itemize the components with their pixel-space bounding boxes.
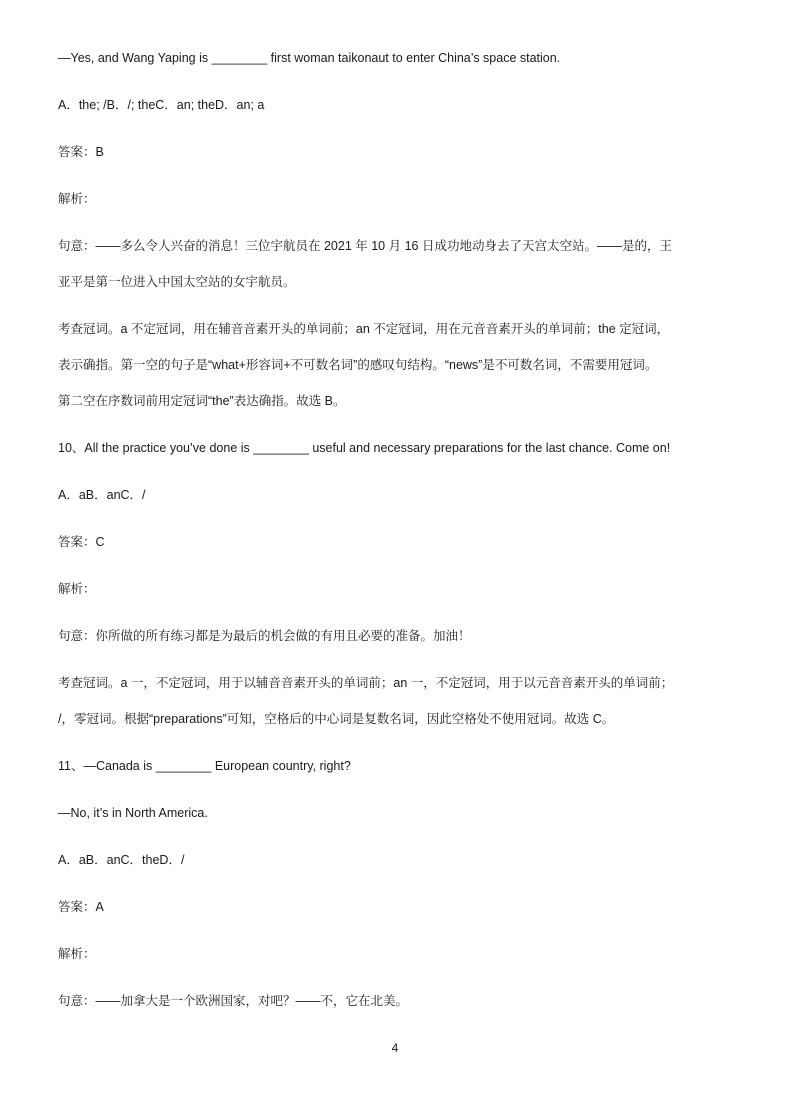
analysis-text: 考查冠词。a 不定冠词，用在辅音音素开头的单词前；an 不定冠词，用在元音音素开头的单词前；the 定冠词， xyxy=(58,322,670,336)
translation-text: 句意：——多么令人兴奋的消息！三位宇航员在 2021 年 10 月 16 日成功地动身去了天宫太空站。——是的，王 xyxy=(58,239,672,253)
analysis-text: 考查冠词。a 一，不定冠词，用于以辅音音素开头的单词前；an 一，不定冠词，用于以元音音素开头的单词前； xyxy=(58,676,674,690)
page-number: 4 xyxy=(391,1041,399,1055)
answer-options: A．aB．anC．/ xyxy=(58,488,146,502)
answer-options: A．aB．anC．theD．/ xyxy=(58,853,185,867)
translation-text: 句意：你所做的所有练习都是为最后的机会做的有用且必要的准备。加油！ xyxy=(58,629,471,643)
question-10: 10、All the practice you’ve done is ________ useful and necessary preparations for the last chance. Come on! xyxy=(58,441,671,455)
answer-options: A．the; /B．/; theC．an; theD．an; a xyxy=(58,98,265,112)
explanation-heading: 解析： xyxy=(58,192,96,206)
analysis-text: 第二空在序数词前用定冠词“the”表达确指。故选 B。 xyxy=(58,394,346,408)
translation-text: 亚平是第一位进入中国太空站的女宇航员。 xyxy=(58,275,296,289)
question-11: 11、—Canada is ________ European country, right? xyxy=(58,759,351,773)
answer-key: 答案：C xyxy=(58,535,105,549)
explanation-heading: 解析： xyxy=(58,582,96,596)
translation-text: 句意：——加拿大是一个欧洲国家，对吧？——不，它在北美。 xyxy=(58,994,409,1008)
dialogue-line: —No, it’s in North America. xyxy=(58,806,208,820)
answer-key: 答案：B xyxy=(58,145,104,159)
analysis-text: /，零冠词。根据“preparations”可知，空格后的中心词是复数名词，因此空格处不使用冠词。故选 C。 xyxy=(58,712,615,726)
analysis-text: 表示确指。第一空的句子是“what+形容词+不可数名词”的感叹句结构。“news”是不可数名词，不需要用冠词。 xyxy=(58,358,658,372)
answer-key: 答案：A xyxy=(58,900,104,914)
explanation-heading: 解析： xyxy=(58,947,96,961)
dialogue-line: —Yes, and Wang Yaping is ________ first woman taikonaut to enter China’s space station. xyxy=(58,51,561,65)
